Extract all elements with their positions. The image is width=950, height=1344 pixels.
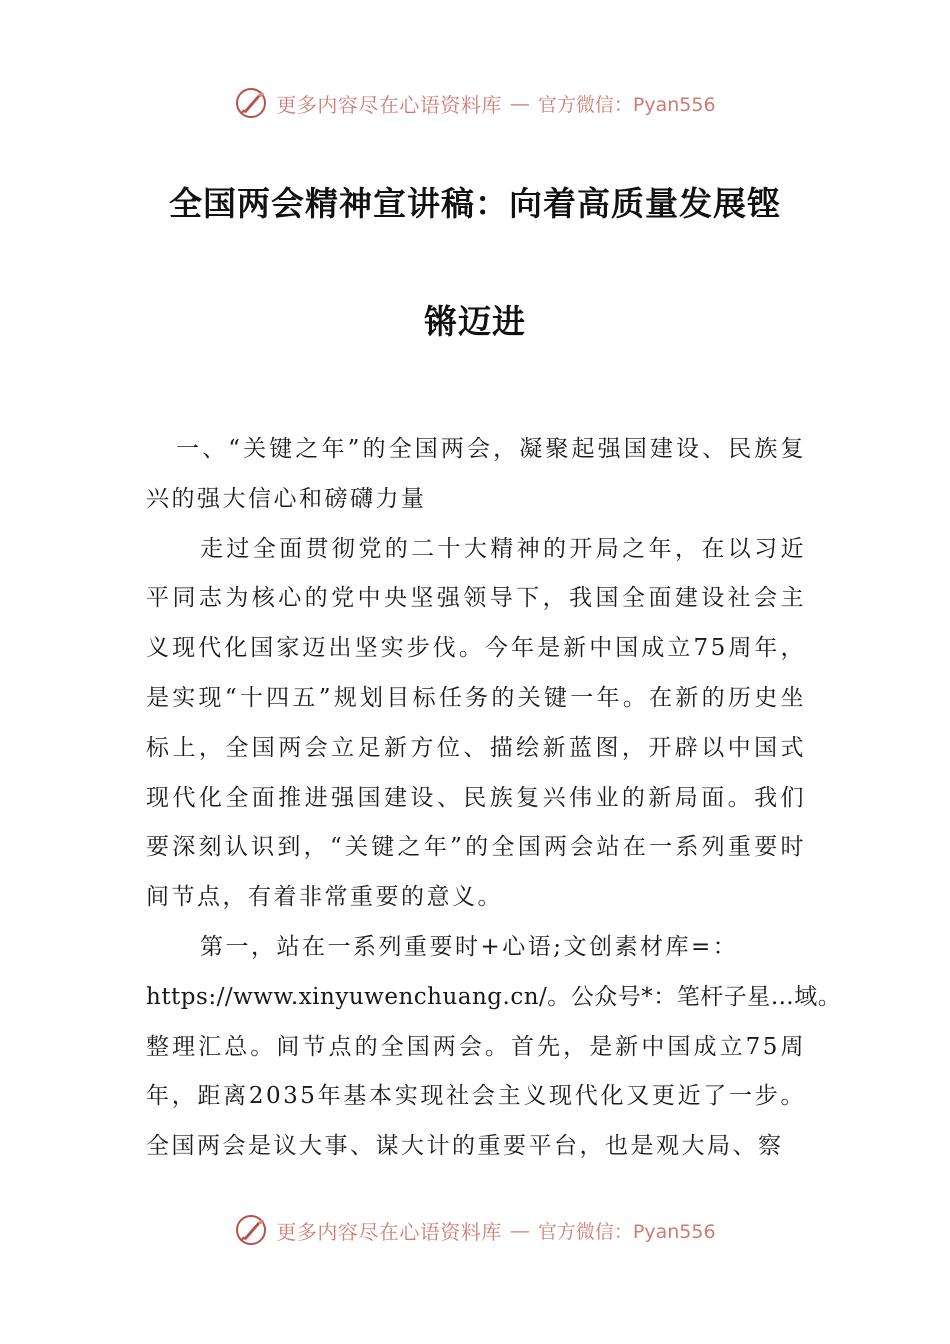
url-line: [146, 973, 842, 1023]
banner-wechat: 官方微信：Pyan556: [537, 93, 716, 116]
banner-separator: —: [509, 91, 530, 115]
footer-slogan: 更多内容尽在心语资料库: [276, 1219, 502, 1244]
footer-separator: —: [509, 1218, 530, 1242]
source-url: https://www.xinyuwenchuang.cn/。公众号*：笔杆子星…域。: [146, 983, 842, 1010]
document-body: [146, 425, 842, 1172]
quill-pen-icon: [234, 86, 268, 120]
body-paragraph: 走过全面贯彻党的二十大精神的开局之年，在以习近平同志为核心的党中央坚强领导下，我国全面建设社会主义现代化国家迈出坚实步伐。今年是新中国成立75周年，是实现“十四五”规划目标任务的关键一年。在新的历史坐标上，全国两会立足新方位、描绘新蓝图，开辟以中国式现代化全面推进强国建设、民族复兴伟业的新局面。我们要深刻认识到，“关键之年”的全国两会站在一系列重要时间节点，有着非常重要的意义。: [146, 535, 806, 911]
document-title-line2: 锵迈进: [424, 302, 526, 341]
footer-banner: [0, 1210, 950, 1250]
banner-slogan: 更多内容尽在心语资料库: [276, 92, 502, 117]
body-paragraph-2-line1: [146, 923, 806, 973]
header-banner: [0, 83, 950, 123]
document-title-line1: 全国两会精神宣讲稿：向着高质量发展铿: [169, 184, 781, 223]
quill-pen-icon: [234, 1213, 268, 1247]
footer-wechat: 官方微信：Pyan556: [537, 1220, 716, 1243]
section-heading: 一、“关键之年”的全国两会，凝聚起强国建设、民族复兴的强大信心和磅礴力量: [146, 436, 806, 512]
body-paragraph-2-rest: 整理汇总。间节点的全国两会。首先，是新中国成立75周年，距离2035年基本实现社会主义现代化又更近了一步。全国两会是议大事、谋大计的重要平台，也是观大局、察: [146, 1033, 806, 1160]
para2-first-line: 第一，站在一系列重要时+心语;文创素材库=：: [200, 933, 739, 960]
